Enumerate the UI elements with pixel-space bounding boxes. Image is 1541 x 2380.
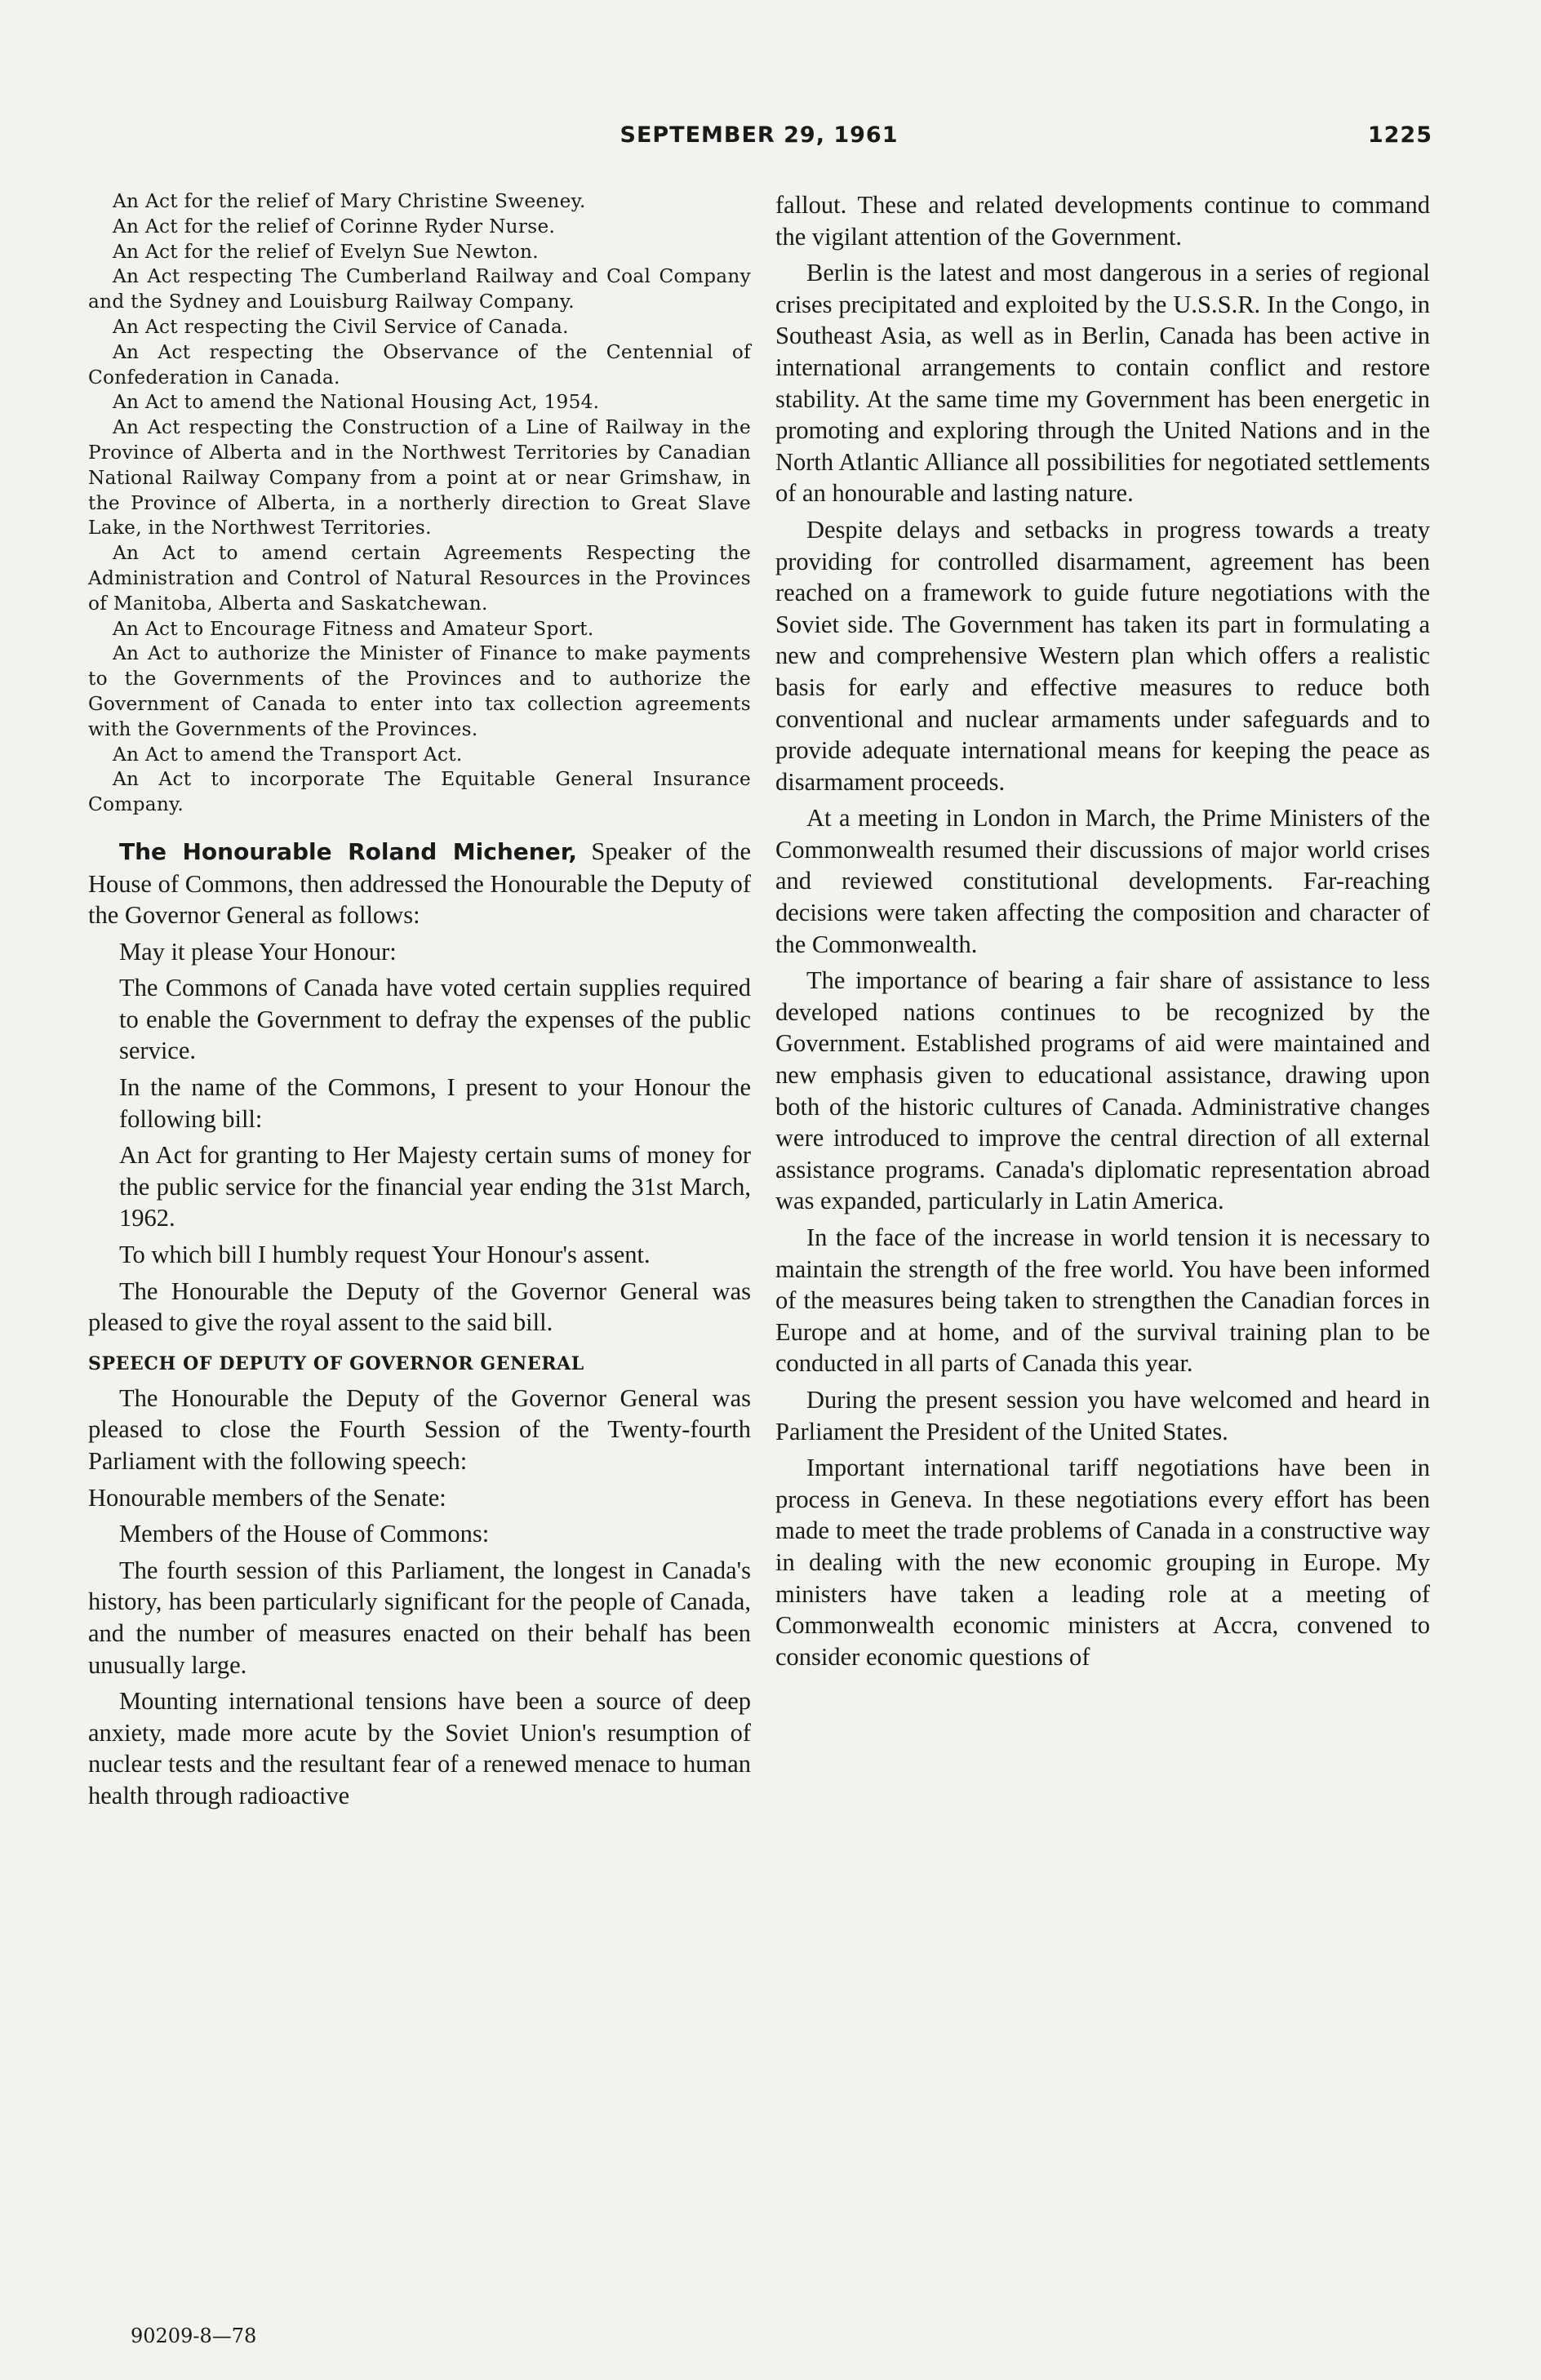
- paragraph: The fourth session of this Parliament, the longest in Canada's history, has been particularly significant for the people of Canada, and the number of measures enacted on their behalf has been unusually large.: [88, 1556, 751, 1679]
- act-item: An Act to amend certain Agreements Respecting the Administration and Control of Natural Resources in the Provinces of Manitoba, Alberta and Saskatchewan.: [88, 542, 751, 615]
- act-item: An Act for the relief of Evelyn Sue Newton.: [113, 240, 539, 263]
- paragraph: At a meeting in London in March, the Prime Ministers of the Commonwealth resumed their discussions of major world crises and reviewed constitutional developments. Far-reaching decisions were taken affecting the composition and character of the Commonwealth.: [775, 804, 1430, 958]
- paragraph: Berlin is the latest and most dangerous in a series of regional crises precipitated and exploited by the U.S.S.R. In the Congo, in Southeast Asia, as well as in Berlin, Canada has been active in international arrangements to contain conflict and restore stability. At the same time my Government has been energetic in promoting and exploring through the United Nations and in the North Atlantic Alliance all possibilities for negotiated settlements of an honourable and lasting nature.: [775, 259, 1430, 508]
- act-item: An Act to authorize the Minister of Finance to make payments to the Governments of the Provinces and to authorize the Government of Canada to enter into tax collection agreements with the Governments of the Provinces.: [88, 642, 751, 740]
- header-date: SEPTEMBER 29, 1961: [620, 122, 899, 148]
- paragraph: Important international tariff negotiations have been in process in Geneva. In these negotiations every effort has been made to meet the trade problems of Canada in a constructive way in dealing with the new economic grouping in Europe. My ministers have taken a leading role at a meeting of Commonwealth economic ministers at Accra, convened to consider economic questions of: [775, 1454, 1430, 1671]
- act-item: An Act to Encourage Fitness and Amateur Sport.: [113, 617, 594, 640]
- paragraph: The importance of bearing a fair share of assistance to less developed nations continues to be recognized by the Government. Established programs of aid were maintained and new emphasis given to educational assistance, drawing upon both of the historic cultures of Canada. Administrative changes were introduced to improve the central direction of all external assistance programs. Canada's diplomatic representation abroad was expanded, particularly in Latin America.: [775, 966, 1430, 1215]
- paragraph: During the present session you have welcomed and heard in Parliament the President of the United States.: [775, 1385, 1430, 1445]
- paragraph: Mounting international tensions have been a source of deep anxiety, made more acute by the Soviet Union's resumption of nuclear tests and the resultant fear of a renewed menace to human health through radioactive: [88, 1687, 751, 1809]
- speaker-name: The Honourable Roland Michener,: [119, 837, 578, 865]
- speaker-paragraph: The Honourable Roland Michener, Speaker of the House of Commons, then addressed the Honourable the Deputy of the Governor General as follows:: [88, 837, 751, 930]
- section-heading: SPEECH OF DEPUTY OF GOVERNOR GENERAL: [88, 1352, 584, 1374]
- left-column: [88, 189, 751, 1817]
- act-item: An Act for the relief of Mary Christine Sweeney.: [113, 190, 586, 212]
- act-item: An Act respecting the Observance of the Centennial of Confederation in Canada.: [88, 340, 751, 389]
- paragraph: The Honourable the Deputy of the Governor General was pleased to give the royal assent to the said bill.: [88, 1277, 751, 1337]
- act-item: An Act respecting the Construction of a Line of Railway in the Province of Alberta and in the Northwest Territories by Canadian National Railway Company from a point at or near Grimshaw, in the Province of Alberta, in a northerly direction to Great Slave Lake, in the Northwest Territories.: [88, 416, 751, 539]
- right-column: [775, 189, 1430, 1677]
- page-number: 1225: [1367, 122, 1432, 148]
- act-item: An Act to incorporate The Equitable General Insurance Company.: [88, 768, 751, 816]
- page-header: [86, 122, 1432, 155]
- act-item: An Act for the relief of Corinne Ryder Nurse.: [113, 215, 556, 238]
- paragraph: In the face of the increase in world tension it is necessary to maintain the strength of the free world. You have been informed of the measures being taken to strengthen the Canadian forces in Europe and at home, and of the survival training plan to be conducted in all parts of Canada this year.: [775, 1223, 1430, 1378]
- acts-list: [88, 189, 751, 818]
- act-item: An Act respecting The Cumberland Railway and Coal Company and the Sydney and Louisburg Railway Company.: [88, 265, 751, 313]
- paragraph: The Commons of Canada have voted certain supplies required to enable the Government to defray the expenses of the public service.: [119, 974, 751, 1065]
- act-item: An Act respecting the Civil Service of Canada.: [113, 315, 569, 338]
- act-item: An Act to amend the National Housing Act, 1954.: [113, 391, 600, 414]
- paragraph: The Honourable the Deputy of the Governor General was pleased to close the Fourth Session of the Twenty-fourth Parliament with the following speech:: [88, 1383, 751, 1476]
- act-item: An Act to amend the Transport Act.: [113, 743, 463, 766]
- salutation: Honourable members of the Senate:: [88, 1483, 446, 1512]
- paragraph: To which bill I humbly request Your Honour's assent.: [119, 1241, 651, 1269]
- page-footer: 90209-8—78: [131, 2324, 257, 2347]
- left-body: [88, 836, 751, 1812]
- paragraph: Despite delays and setbacks in progress towards a treaty providing for controlled disarmament, agreement has been reached on a framework to guide future negotiations with the Soviet side. The Government has taken its part in formulating a new and comprehensive Western plan which offers a realistic basis for early and effective measures to reduce both conventional and nuclear armaments under safeguards and to provide adequate international means for keeping the peace as disarmament proceeds.: [775, 515, 1430, 796]
- paragraph: fallout. These and related developments continue to command the vigilant attention of the Government.: [775, 191, 1430, 251]
- paragraph: In the name of the Commons, I present to your Honour the following bill:: [119, 1073, 751, 1133]
- bill-title: An Act for granting to Her Majesty certain sums of money for the public service for the financial year ending the 31st March, 1962.: [119, 1141, 751, 1232]
- salutation: Members of the House of Commons:: [119, 1520, 490, 1548]
- salutation: May it please Your Honour:: [119, 937, 397, 966]
